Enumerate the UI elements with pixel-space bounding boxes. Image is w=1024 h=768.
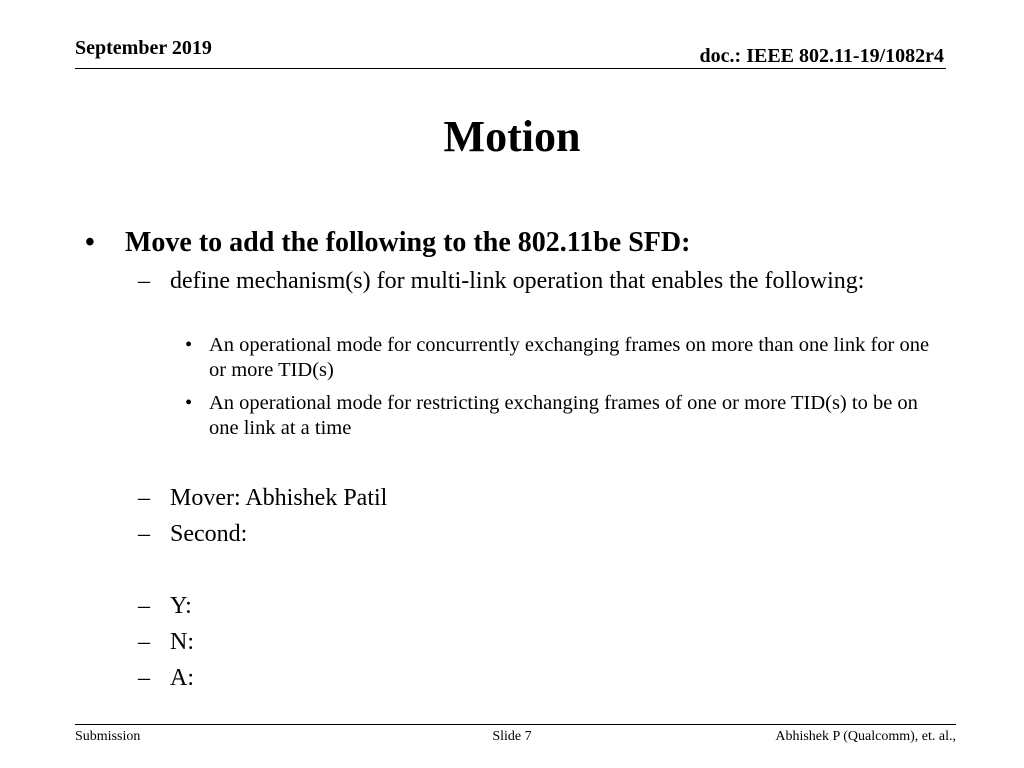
- vote-yes-text: Y:: [170, 593, 192, 619]
- footer-divider: [75, 724, 956, 725]
- vote-abstain-text: A:: [170, 665, 194, 691]
- footer-slide-number: Slide 7: [492, 729, 532, 744]
- slide-title: Motion: [443, 112, 581, 161]
- dash-marker: –: [138, 268, 150, 294]
- dash-marker: –: [138, 629, 150, 655]
- mover-text: Mover: Abhishek Patil: [170, 485, 388, 511]
- header-doc-number: doc.: IEEE 802.11-19/1082r4: [699, 45, 944, 67]
- dash-marker: –: [138, 485, 150, 511]
- bullet-marker: •: [85, 227, 95, 258]
- define-bullet-text: define mechanism(s) for multi-link operation that enables the following:: [170, 268, 865, 294]
- main-bullet-text: Move to add the following to the 802.11be SFD:: [125, 227, 691, 258]
- bullet-marker: •: [185, 392, 193, 414]
- bullet-marker: •: [185, 334, 193, 356]
- second-text: Second:: [170, 521, 248, 547]
- sub-bullet-text: An operational mode for concurrently exchanging frames on more than one link for one or more TID(s): [209, 334, 930, 381]
- footer-submission: Submission: [75, 729, 141, 744]
- header-date: September 2019: [75, 37, 212, 59]
- dash-marker: –: [138, 665, 150, 691]
- dash-marker: –: [138, 521, 150, 547]
- vote-no-text: N:: [170, 629, 194, 655]
- dash-marker: –: [138, 593, 150, 619]
- sub-bullet-text: An operational mode for restricting exchanging frames of one or more TID(s) to be on one link at a time: [209, 392, 918, 439]
- footer-author: Abhishek P (Qualcomm), et. al.,: [775, 729, 956, 744]
